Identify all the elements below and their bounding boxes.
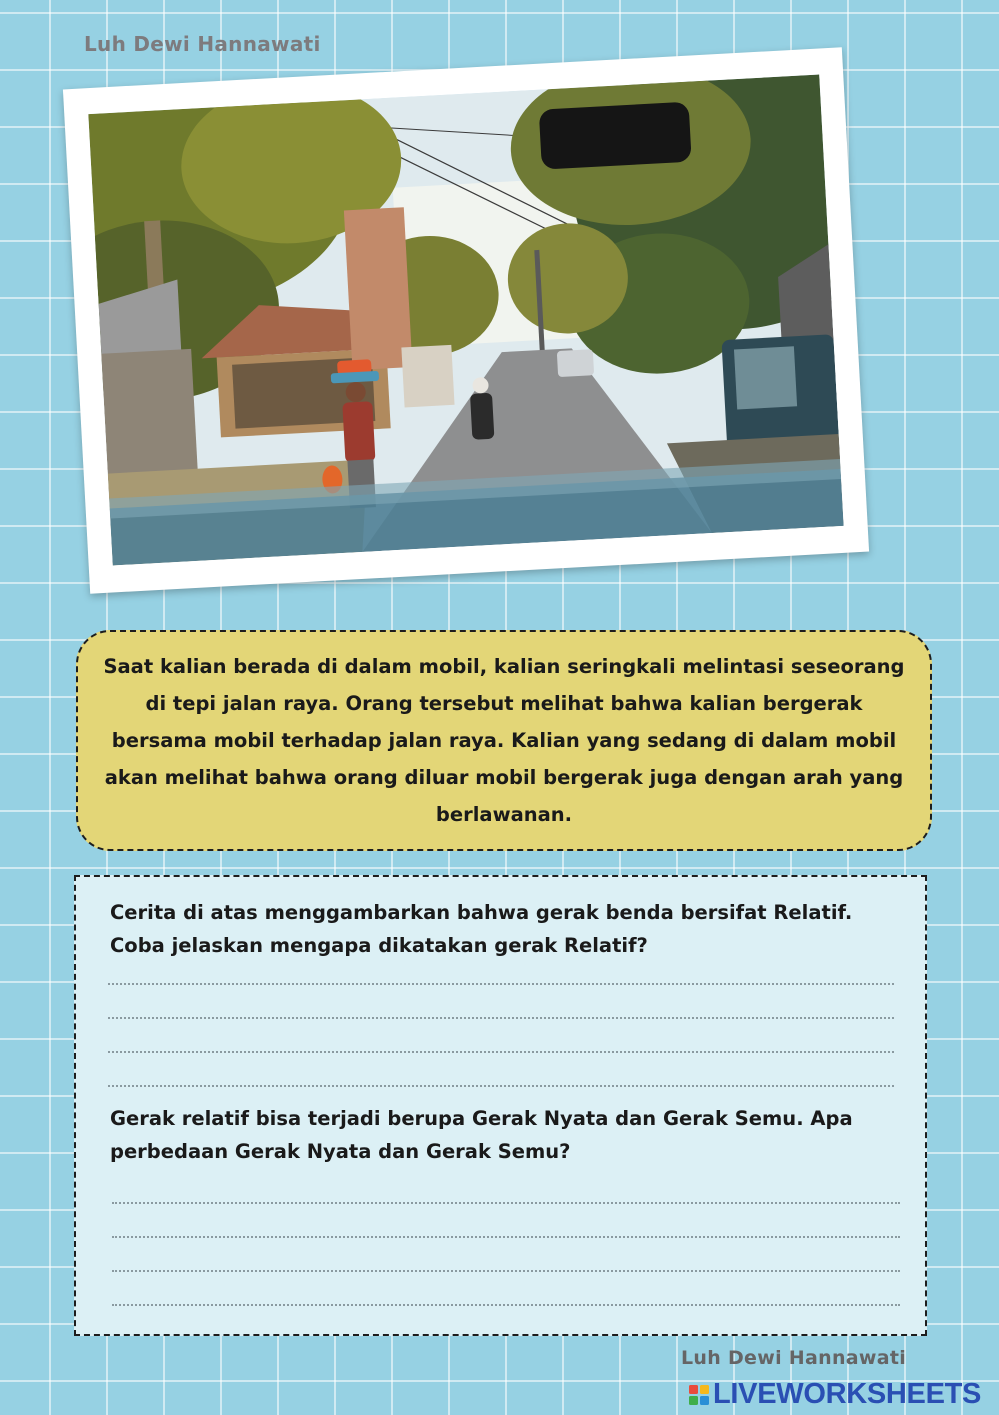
street-photo bbox=[88, 75, 843, 566]
answer-line bbox=[112, 1236, 900, 1238]
liveworksheets-logo[interactable] bbox=[689, 1378, 981, 1411]
liveworksheets-brand: LIVEWORKSHEETS bbox=[713, 1378, 982, 1410]
author-name-top: Luh Dewi Hannawati bbox=[84, 32, 321, 56]
answer-line bbox=[108, 1085, 894, 1087]
street-scene-illustration bbox=[88, 75, 843, 566]
story-box bbox=[76, 630, 932, 851]
question-2-answer-area[interactable] bbox=[106, 1187, 906, 1307]
answer-line bbox=[108, 1017, 894, 1019]
question-box bbox=[74, 875, 927, 1336]
answer-line bbox=[112, 1304, 900, 1306]
liveworksheets-icon bbox=[689, 1385, 709, 1405]
question-2-text: Gerak relatif bisa terjadi berupa Gerak Nyata dan Gerak Semu. Apa perbedaan Gerak Nyata dan Gerak Semu? bbox=[110, 1107, 853, 1163]
question-1-answer-area[interactable] bbox=[106, 969, 896, 1087]
answer-line bbox=[112, 1202, 900, 1204]
author-name-bottom: Luh Dewi Hannawati bbox=[681, 1347, 907, 1369]
answer-line bbox=[112, 1270, 900, 1272]
answer-line bbox=[108, 1051, 894, 1053]
story-text: Saat kalian berada di dalam mobil, kalian seringkali melintasi seseorang di tepi jalan raya. Orang tersebut melihat bahwa kalian bergerak bersama mobil terhadap jalan raya. Kalian yang sedang di dalam mobil akan melihat bahwa orang diluar mobil bergerak juga dengan arah yang berlawanan. bbox=[103, 655, 905, 826]
answer-line bbox=[108, 983, 894, 985]
question-1-text: Cerita di atas menggambarkan bahwa gerak benda bersifat Relatif. Coba jelaskan mengapa dikatakan gerak Relatif? bbox=[110, 901, 853, 957]
photo-frame bbox=[63, 47, 869, 593]
